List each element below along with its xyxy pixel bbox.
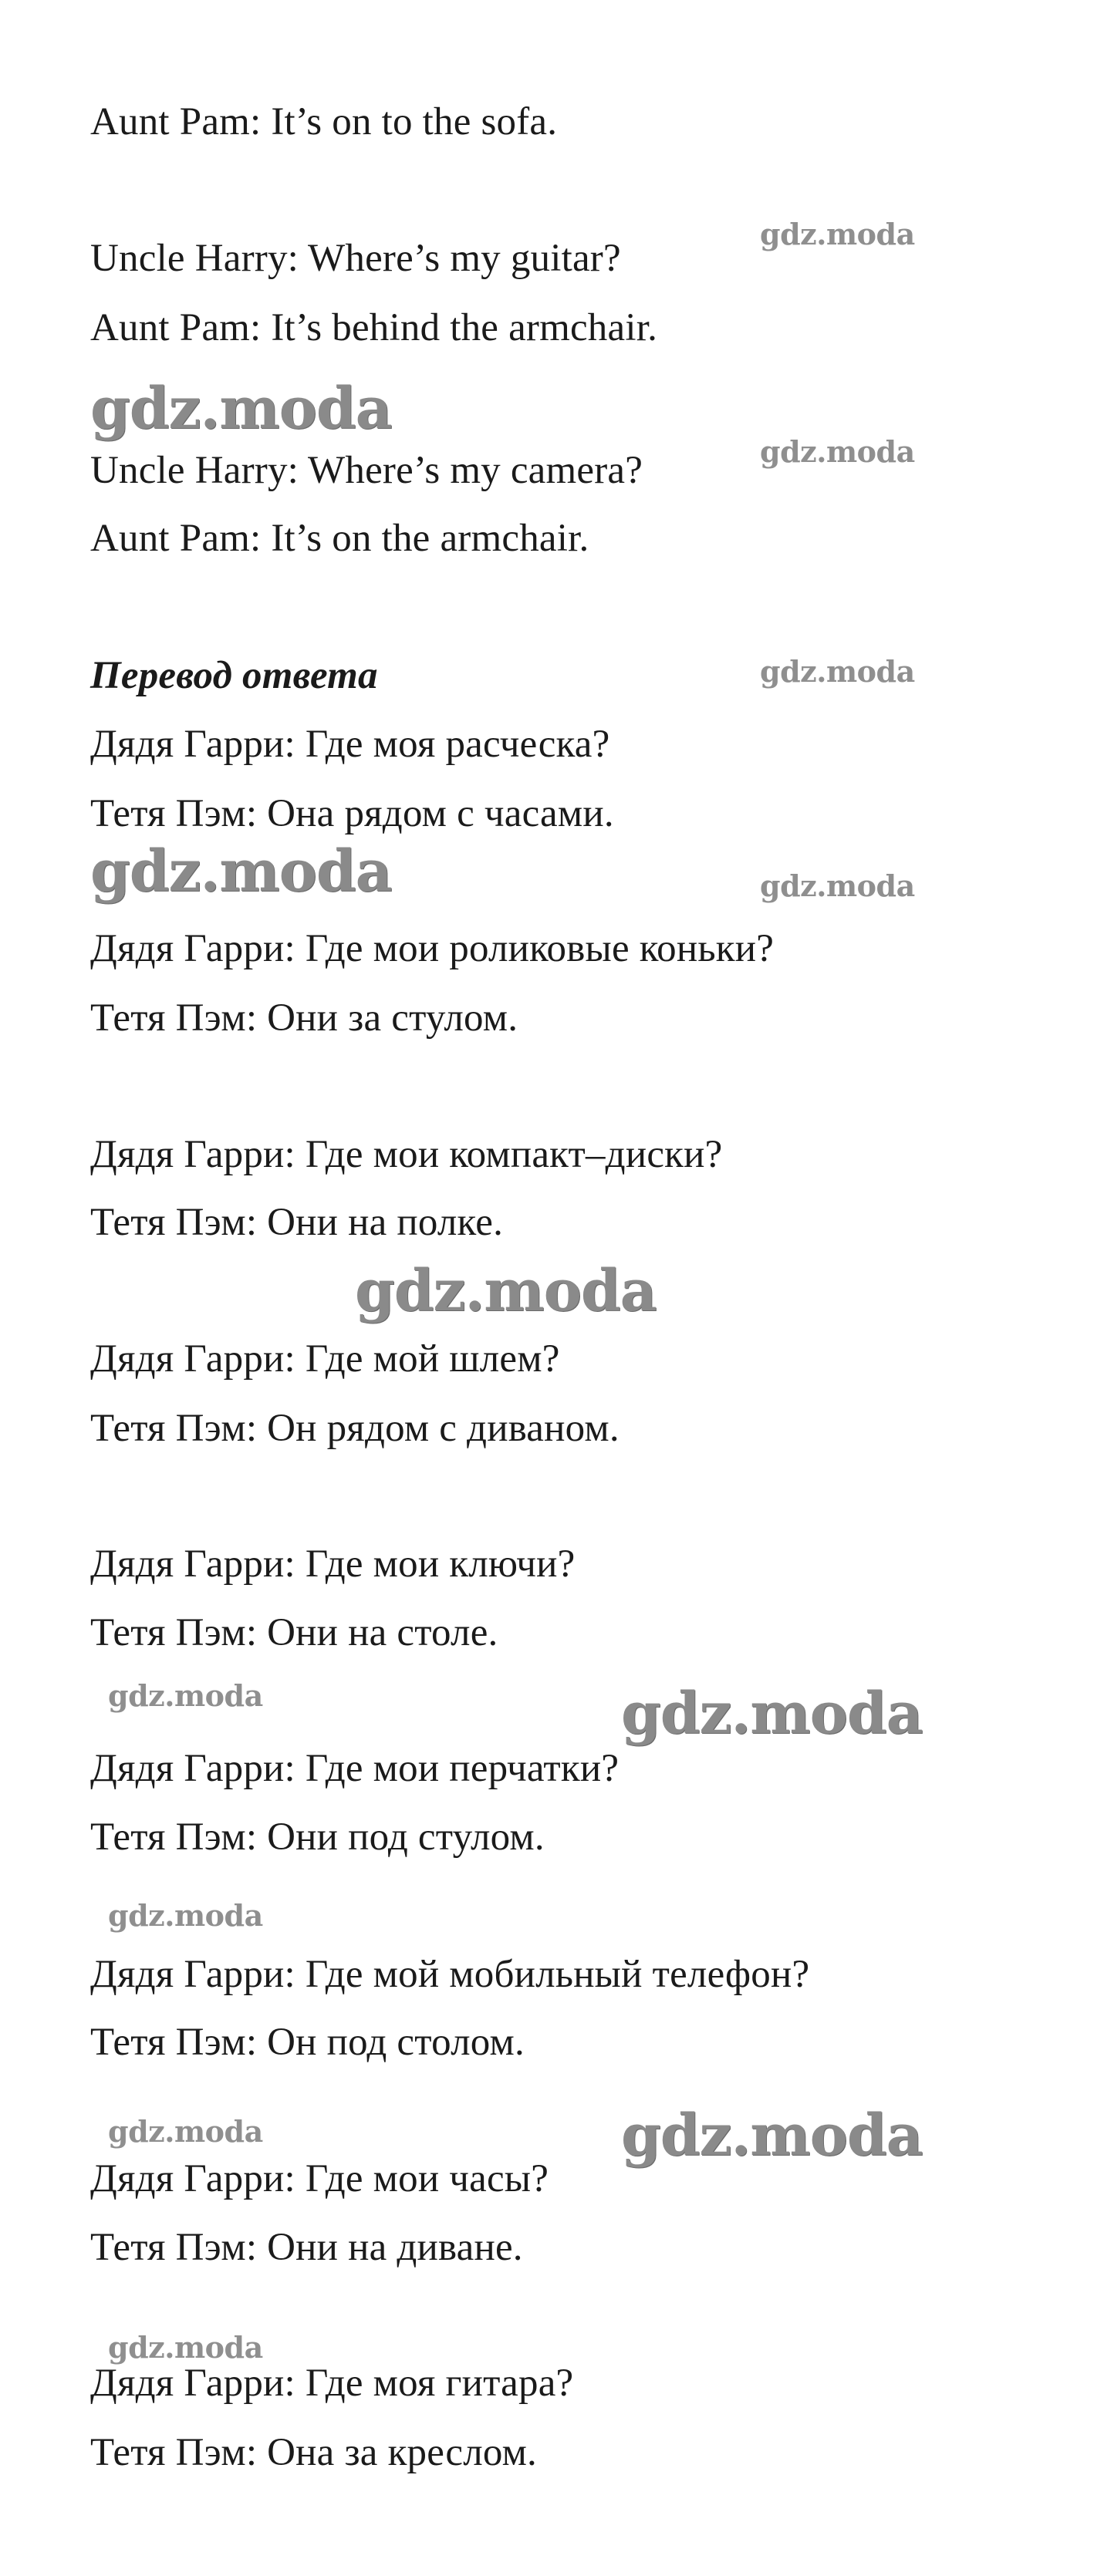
dialogue-line: Aunt Pam: It’s on to the sofa. bbox=[90, 100, 558, 143]
dialogue-line: Тетя Пэм: Она за креслом. bbox=[90, 2431, 537, 2474]
watermark: gdz.moda bbox=[108, 2114, 263, 2149]
dialogue-line: Дядя Гарри: Где мои ключи? bbox=[90, 1543, 576, 1586]
dialogue-line: Aunt Pam: It’s on the armchair. bbox=[90, 517, 589, 560]
dialogue-line: Тетя Пэм: Они на столе. bbox=[90, 1611, 498, 1654]
dialogue-line: Дядя Гарри: Где мои часы? bbox=[90, 2157, 549, 2200]
dialogue-line: Дядя Гарри: Где мои роликовые коньки? bbox=[90, 927, 775, 970]
dialogue-line: Дядя Гарри: Где мои перчатки? bbox=[90, 1747, 620, 1790]
watermark: gdz.moda bbox=[621, 1681, 923, 1747]
watermark: gdz.moda bbox=[90, 376, 392, 442]
watermark: gdz.moda bbox=[90, 838, 392, 905]
watermark: gdz.moda bbox=[108, 1678, 263, 1713]
translation-heading: Перевод ответа bbox=[90, 654, 378, 697]
dialogue-line: Тетя Пэм: Он рядом с диваном. bbox=[90, 1407, 620, 1450]
dialogue-line: Тетя Пэм: Он под столом. bbox=[90, 2021, 525, 2064]
watermark: gdz.moda bbox=[355, 1258, 657, 1324]
dialogue-line: Дядя Гарри: Где моя расческа? bbox=[90, 723, 610, 766]
dialogue-line: Тетя Пэм: Они за стулом. bbox=[90, 996, 518, 1040]
watermark: gdz.moda bbox=[108, 1898, 263, 1933]
dialogue-line: Тетя Пэм: Она рядом с часами. bbox=[90, 792, 614, 835]
dialogue-line: Uncle Harry: Where’s my guitar? bbox=[90, 237, 621, 280]
watermark: gdz.moda bbox=[760, 434, 915, 469]
dialogue-line: Aunt Pam: It’s behind the armchair. bbox=[90, 306, 658, 349]
dialogue-line: Дядя Гарри: Где моя гитара? bbox=[90, 2362, 574, 2405]
watermark: gdz.moda bbox=[760, 217, 915, 251]
watermark: gdz.moda bbox=[760, 868, 915, 903]
watermark: gdz.moda bbox=[760, 654, 915, 689]
dialogue-line: Тетя Пэм: Они под стулом. bbox=[90, 1816, 545, 1859]
watermark: gdz.moda bbox=[621, 2102, 923, 2169]
dialogue-line: Дядя Гарри: Где мой мобильный телефон? bbox=[90, 1953, 810, 1996]
dialogue-line: Тетя Пэм: Они на диване. bbox=[90, 2226, 523, 2269]
dialogue-line: Дядя Гарри: Где мой шлем? bbox=[90, 1337, 560, 1381]
dialogue-line: Дядя Гарри: Где мои компакт–диски? bbox=[90, 1133, 723, 1176]
dialogue-line: Uncle Harry: Where’s my camera? bbox=[90, 449, 643, 492]
dialogue-line: Тетя Пэм: Они на полке. bbox=[90, 1201, 504, 1244]
watermark: gdz.moda bbox=[108, 2330, 263, 2365]
